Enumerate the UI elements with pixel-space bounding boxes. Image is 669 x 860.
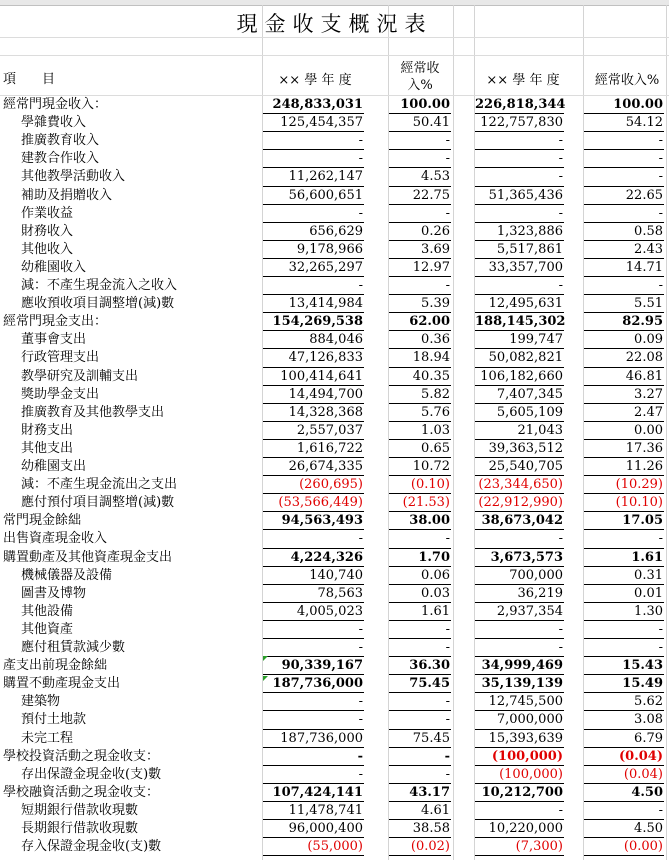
value-v1: - — [358, 278, 363, 293]
value-v2: 39,363,512 — [488, 440, 563, 456]
row-label: 作業收益 — [21, 205, 74, 221]
row-label: 其他設備 — [21, 603, 74, 619]
value-v2: - — [558, 621, 563, 637]
value-p1: 75.45 — [412, 730, 450, 746]
value-p2: 100.00 — [613, 97, 663, 112]
value-v1: 94,563,493 — [281, 513, 363, 529]
value-p1: 36.30 — [409, 658, 450, 674]
value-p2: 5.51 — [634, 296, 663, 312]
value-v2: 7,000,000 — [496, 712, 563, 728]
value-v2: - — [558, 278, 563, 293]
value-p1: 75.45 — [409, 676, 450, 692]
value-v1: 14,494,700 — [288, 386, 363, 402]
row-label: 經常門現金收入： — [3, 97, 108, 112]
row-label: 董事會支出 — [21, 332, 87, 348]
value-p2: - — [658, 133, 663, 149]
value-p1: (0.10) — [410, 477, 450, 493]
row-label: 預付土地款 — [21, 712, 87, 728]
value-v2: 33,357,700 — [488, 259, 563, 275]
value-v2: - — [558, 169, 563, 185]
row-label: 幼稚園收入 — [21, 259, 87, 275]
value-v1: 4,005,023 — [296, 603, 363, 619]
value-v2: 2,937,354 — [496, 603, 563, 619]
value-v2: 1,323,886 — [496, 223, 563, 239]
value-v2: 36,219 — [517, 585, 563, 601]
value-p1: 50.41 — [412, 115, 450, 131]
value-v2: 10,220,000 — [488, 821, 563, 836]
value-v1: 248,833,031 — [272, 97, 363, 112]
value-p1: 5.76 — [421, 404, 450, 420]
value-v1: 32,265,297 — [288, 259, 363, 275]
value-p1: 100.00 — [400, 97, 450, 112]
value-p1: - — [445, 278, 450, 293]
cell-underline — [584, 855, 664, 856]
row-label: 財務支出 — [21, 422, 74, 438]
header-pct-1: 經常收入% — [400, 61, 440, 93]
header-pct-2: 經常收入% — [594, 73, 660, 88]
value-v1: (55,000) — [307, 839, 363, 855]
header-year-2: ×× 學 年 度 — [486, 73, 560, 88]
value-v2: 21,043 — [517, 422, 563, 438]
value-p2: 17.36 — [625, 440, 663, 456]
header-item: 項 目 — [3, 72, 56, 87]
value-v1: 187,736,000 — [272, 676, 363, 692]
value-p2: 0.58 — [634, 223, 663, 239]
value-p2: 1.61 — [631, 549, 663, 565]
value-p1: - — [445, 766, 450, 782]
row-label: 學校投資活動之現金收支： — [3, 748, 160, 764]
value-v2: 3,673,573 — [490, 549, 563, 565]
value-p2: 5.62 — [634, 694, 663, 710]
grid-hline — [0, 55, 669, 56]
header-year-1: ×× 學 年 度 — [278, 73, 352, 88]
value-p1: 1.03 — [421, 422, 450, 438]
grid-vline — [666, 5, 667, 860]
row-label: 機械儀器及設備 — [21, 567, 113, 583]
row-label: 減：不產生現金流出之支出 — [21, 477, 178, 493]
row-label: 應收預收項目調整增(減)數 — [21, 296, 175, 312]
value-v1: 1,616,722 — [296, 440, 363, 456]
value-v1: 13,414,984 — [288, 296, 363, 312]
value-p2: - — [658, 640, 663, 655]
value-p2: 54.12 — [625, 115, 663, 131]
value-p2: - — [658, 151, 663, 167]
cell-note-marker — [263, 676, 268, 681]
value-p2: 0.01 — [634, 585, 663, 601]
value-v1: - — [358, 694, 363, 710]
value-v2: 10,212,700 — [481, 784, 563, 800]
value-p1: - — [445, 531, 450, 547]
value-p1: (21.53) — [402, 495, 450, 511]
cell-underline — [389, 855, 451, 856]
sheet-title: 現金收支概況表 — [236, 12, 433, 36]
value-p2: (0.04) — [619, 748, 663, 764]
row-label: 建築物 — [21, 694, 61, 710]
value-p2: 17.05 — [622, 513, 663, 529]
value-v2: 7,407,345 — [496, 386, 563, 402]
value-p2: 22.08 — [625, 350, 663, 366]
value-p2: 3.27 — [634, 386, 663, 402]
value-v1: 26,674,335 — [288, 459, 363, 474]
value-p2: (0.00) — [623, 839, 663, 855]
value-v1: 14,328,368 — [288, 404, 363, 420]
value-p1: - — [445, 151, 450, 167]
row-label: 購置不動產現金支出 — [3, 676, 121, 692]
value-p2: 46.81 — [625, 368, 663, 384]
value-v2: (100,000) — [491, 748, 563, 764]
row-label: 學雜費收入 — [21, 115, 87, 131]
value-p2: (10.29) — [615, 477, 663, 493]
row-label: 其他支出 — [21, 440, 74, 456]
value-p1: 3.69 — [421, 241, 450, 257]
value-p2: 4.50 — [631, 784, 663, 800]
value-v1: 56,600,651 — [288, 187, 363, 203]
row-label: 常門現金餘絀 — [3, 513, 82, 529]
value-p1: 0.36 — [421, 332, 450, 348]
row-label: 應付租賃款減少數 — [21, 640, 126, 655]
value-v1: - — [358, 712, 363, 728]
value-v2: 106,182,660 — [480, 368, 563, 384]
value-p1: (0.02) — [410, 839, 450, 855]
value-p1: 0.26 — [421, 223, 450, 239]
row-label: 應付預付項目調整增(減)數 — [21, 495, 175, 511]
value-v2: 122,757,830 — [480, 115, 563, 131]
grid-hline — [0, 37, 669, 38]
row-label: 存出保證金現金收(支)數 — [21, 766, 162, 782]
row-label: 圖書及博物 — [21, 585, 87, 601]
value-p2: (10.10) — [615, 495, 663, 511]
row-label: 存入保證金現金收(支)數 — [21, 839, 162, 855]
value-v1: 2,557,037 — [296, 422, 363, 438]
row-label: 經常門現金支出： — [3, 314, 108, 330]
value-p1: 5.82 — [421, 386, 450, 402]
cell-note-marker — [263, 656, 268, 661]
value-v2: 188,145,302 — [475, 314, 566, 330]
value-v1: - — [358, 531, 363, 547]
value-v1: 187,736,000 — [280, 730, 363, 746]
row-label: 建教合作收入 — [21, 151, 100, 167]
value-p2: 14.71 — [625, 259, 663, 275]
value-v2: - — [558, 531, 563, 547]
value-v2: (22,912,990) — [478, 495, 563, 511]
value-p2: 15.43 — [622, 658, 663, 674]
value-p1: - — [445, 712, 450, 728]
value-p2: 22.65 — [625, 187, 663, 203]
row-label: 補助及捐贈收入 — [21, 187, 113, 203]
value-p1: 1.70 — [418, 549, 450, 565]
value-v1: - — [358, 151, 363, 167]
value-v2: 25,540,705 — [488, 459, 563, 474]
value-p1: 0.06 — [421, 567, 450, 583]
value-p2: - — [658, 802, 663, 818]
value-v2: 50,082,821 — [488, 350, 563, 366]
value-v1: - — [358, 621, 363, 637]
value-v1: 140,740 — [309, 567, 363, 583]
value-v1: 884,046 — [309, 332, 363, 348]
value-p1: 0.65 — [421, 440, 450, 456]
value-v2: (100,000) — [499, 766, 563, 782]
value-v2: 34,999,469 — [481, 658, 563, 674]
value-v2: 15,393,639 — [488, 730, 563, 746]
value-p2: - — [658, 278, 663, 293]
value-v1: 9,178,966 — [296, 241, 363, 257]
value-v2: (23,344,650) — [478, 477, 563, 493]
row-label: 其他資產 — [21, 621, 74, 637]
value-p1: - — [445, 640, 450, 655]
value-p1: 4.61 — [421, 802, 450, 818]
value-p2: - — [658, 531, 663, 547]
value-p1: - — [444, 748, 450, 764]
value-p2: 0.00 — [634, 422, 663, 438]
value-v1: 100,414,641 — [280, 368, 363, 384]
row-label: 推廣教育及其他教學支出 — [21, 404, 165, 420]
value-v1: 107,424,141 — [272, 784, 363, 800]
value-v1: - — [358, 133, 363, 149]
value-v1: 11,262,147 — [288, 169, 363, 185]
value-p1: 4.53 — [421, 169, 450, 185]
value-p1: 43.17 — [409, 784, 450, 800]
value-v2: - — [558, 133, 563, 149]
value-p1: - — [445, 694, 450, 710]
row-label: 長期銀行借款收現數 — [21, 821, 139, 836]
value-v2: 199,747 — [509, 332, 563, 348]
value-v1: 125,454,357 — [280, 115, 363, 131]
value-p2: 11.26 — [625, 459, 663, 474]
row-label: 其他教學活動收入 — [21, 169, 126, 185]
row-label: 教學研究及訓輔支出 — [21, 368, 139, 384]
value-v1: - — [357, 748, 363, 764]
value-v1: 78,563 — [317, 585, 363, 601]
value-v1: (260,695) — [299, 477, 363, 493]
value-v2: - — [558, 151, 563, 167]
value-p2: 6.79 — [634, 730, 663, 746]
value-p2: (0.04) — [623, 766, 663, 782]
value-v2: - — [558, 802, 563, 818]
row-label: 出售資產現金收入 — [3, 531, 108, 547]
value-v1: 90,339,167 — [281, 658, 363, 674]
row-label: 未完工程 — [21, 730, 74, 746]
row-label: 獎助學金支出 — [21, 386, 100, 402]
value-p2: - — [658, 621, 663, 637]
value-p2: 4.50 — [634, 821, 663, 836]
value-p2: 2.47 — [634, 404, 663, 420]
value-p2: - — [658, 169, 663, 185]
value-v1: 11,478,741 — [288, 802, 363, 818]
value-v2: 12,495,631 — [488, 296, 563, 312]
row-label: 學校融資活動之現金收支： — [3, 784, 160, 800]
value-p2: 2.43 — [634, 241, 663, 257]
value-p1: 10.72 — [412, 459, 450, 474]
value-p1: - — [445, 133, 450, 149]
value-p2: 15.49 — [622, 676, 663, 692]
value-p1: 12.97 — [412, 259, 450, 275]
value-p1: - — [445, 621, 450, 637]
value-p1: 38.00 — [409, 513, 450, 529]
row-label: 減：不產生現金流入之收入 — [21, 278, 178, 293]
row-label: 推廣教育收入 — [21, 133, 100, 149]
row-label: 財務收入 — [21, 223, 74, 239]
value-p2: 1.30 — [634, 603, 663, 619]
value-v1: 154,269,538 — [272, 314, 363, 330]
value-p1: 0.03 — [421, 585, 450, 601]
value-v2: 226,818,344 — [475, 97, 566, 112]
value-v2: 35,139,139 — [481, 676, 563, 692]
column-header-strip — [0, 0, 669, 6]
value-v2: (7,300) — [515, 839, 563, 855]
value-p1: 38.58 — [412, 821, 450, 836]
value-v1: 96,000,400 — [288, 821, 363, 836]
row-label: 短期銀行借款收現數 — [21, 802, 139, 818]
value-v1: 656,629 — [309, 223, 363, 239]
value-p2: 0.09 — [634, 332, 663, 348]
value-v2: 51,365,436 — [488, 187, 563, 203]
value-v2: - — [558, 640, 563, 655]
grid-vline — [453, 5, 454, 860]
value-p2: 3.08 — [634, 712, 663, 728]
value-p1: 18.94 — [412, 350, 450, 366]
value-v1: (53,566,449) — [278, 495, 363, 511]
value-v2: 38,673,042 — [481, 513, 563, 529]
row-label: 行政管理支出 — [21, 350, 100, 366]
value-p1: 22.75 — [412, 187, 450, 203]
value-v1: 4,224,326 — [290, 549, 363, 565]
cell-underline — [475, 855, 564, 856]
value-p1: 1.61 — [421, 603, 450, 619]
value-v2: 700,000 — [509, 567, 563, 583]
row-label: 產支出前現金餘絀 — [3, 658, 108, 674]
row-label: 其他收入 — [21, 241, 74, 257]
value-p2: 82.95 — [622, 314, 663, 330]
value-v1: - — [358, 766, 363, 782]
value-v2: 12,745,500 — [488, 694, 563, 710]
row-label: 幼稚園支出 — [21, 459, 87, 474]
value-v1: - — [358, 205, 363, 221]
value-p1: 5.39 — [421, 296, 450, 312]
cell-underline — [263, 855, 364, 856]
value-v1: 47,126,833 — [288, 350, 363, 366]
value-p1: - — [445, 205, 450, 221]
value-v2: 5,605,109 — [496, 404, 563, 420]
row-label: 購置動產及其他資產現金支出 — [3, 549, 173, 565]
value-v1: - — [358, 640, 363, 655]
value-v2: - — [558, 205, 563, 221]
value-p1: 62.00 — [409, 314, 450, 330]
value-p2: - — [658, 205, 663, 221]
value-v2: 5,517,861 — [496, 241, 563, 257]
value-p2: 0.31 — [634, 567, 663, 583]
value-p1: 40.35 — [412, 368, 450, 384]
